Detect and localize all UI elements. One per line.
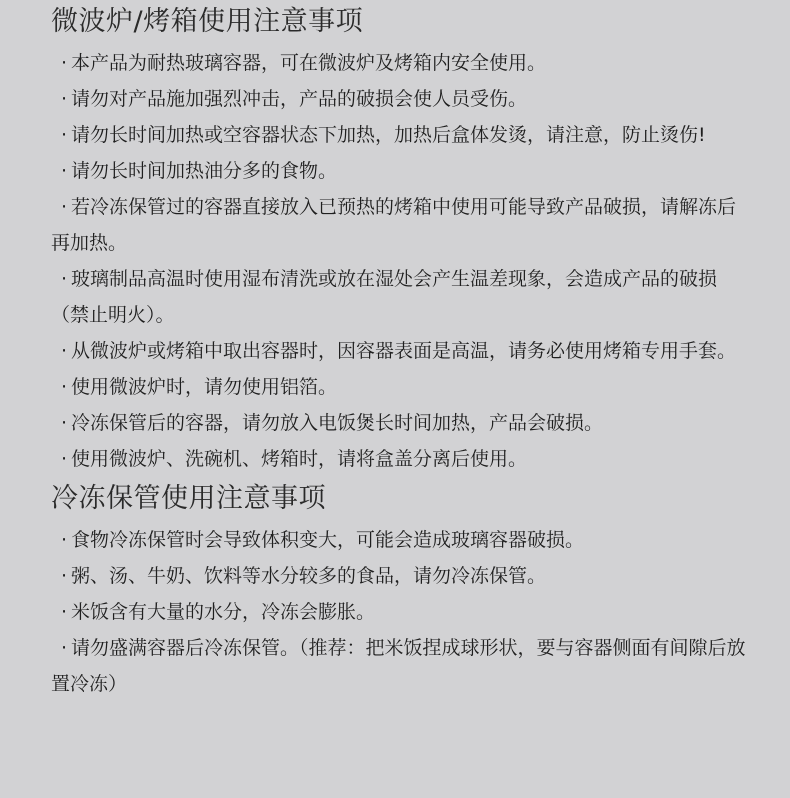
list-item — [51, 333, 751, 369]
list-item — [51, 630, 751, 702]
list-item-text: 米饭含有大量的水分，冷冻会膨胀。 — [71, 601, 376, 623]
freezer-notice-list — [51, 522, 766, 702]
microwave-notice-list — [51, 45, 766, 477]
list-item — [51, 558, 751, 594]
bullet-dot: · — [60, 124, 68, 146]
bullet-dot: · — [60, 448, 68, 470]
bullet-dot: · — [60, 412, 68, 434]
list-item — [51, 522, 751, 558]
list-item-text: 请勿长时间加热或空容器状态下加热，加热后盒体发烫，请注意，防止烫伤! — [71, 124, 706, 146]
list-item-text: 冷冻保管后的容器，请勿放入电饭煲长时间加热，产品会破损。 — [71, 412, 604, 434]
list-item — [51, 81, 751, 117]
bullet-dot: · — [60, 160, 68, 182]
list-item-text: 使用微波炉、洗碗机、烤箱时，请将盒盖分离后使用。 — [71, 448, 528, 470]
list-item — [51, 45, 751, 81]
bullet-dot: · — [60, 529, 68, 551]
list-item-text: 使用微波炉时，请勿使用铝箔。 — [71, 376, 338, 398]
list-item — [51, 441, 751, 477]
section-title-freezer: 冷冻保管使用注意事项 — [51, 483, 326, 514]
list-item-text: 食物冷冻保管时会导致体积变大，可能会造成玻璃容器破损。 — [71, 529, 585, 551]
list-item-text: 请勿长时间加热油分多的食物。 — [71, 160, 338, 182]
list-item-text: 请勿对产品施加强烈冲击，产品的破损会使人员受伤。 — [71, 88, 528, 110]
bullet-dot: · — [60, 196, 68, 218]
list-item-text: 粥、汤、牛奶、饮料等水分较多的食品，请勿冷冻保管。 — [71, 565, 547, 587]
list-item — [51, 117, 751, 153]
list-item-text: 从微波炉或烤箱中取出容器时，因容器表面是高温，请务必使用烤箱专用手套。 — [71, 340, 737, 362]
bullet-dot: · — [60, 268, 68, 290]
bullet-dot: · — [60, 637, 68, 659]
bullet-dot: · — [60, 52, 68, 74]
list-item — [51, 261, 751, 333]
list-item-text: 玻璃制品高温时使用湿布清洗或放在湿处会产生温差现象，会造成产品的破损（禁止明火）。 — [51, 268, 718, 326]
bullet-dot: · — [60, 88, 68, 110]
bullet-dot: · — [60, 601, 68, 623]
bullet-dot: · — [60, 376, 68, 398]
list-item — [51, 369, 751, 405]
list-item — [51, 153, 751, 189]
list-item-text: 本产品为耐热玻璃容器，可在微波炉及烤箱内安全使用。 — [71, 52, 547, 74]
list-item — [51, 189, 751, 261]
bullet-dot: · — [60, 340, 68, 362]
bullet-dot: · — [60, 565, 68, 587]
list-item — [51, 594, 751, 630]
list-item-text: 若冷冻保管过的容器直接放入已预热的烤箱中使用可能导致产品破损，请解冻后再加热。 — [51, 196, 737, 254]
list-item-text: 请勿盛满容器后冷冻保管。（推荐：把米饭捏成球形状，要与容器侧面有间隙后放置冷冻） — [51, 637, 746, 695]
list-item — [51, 405, 751, 441]
section-title-microwave: 微波炉/烤箱使用注意事项 — [51, 6, 364, 37]
